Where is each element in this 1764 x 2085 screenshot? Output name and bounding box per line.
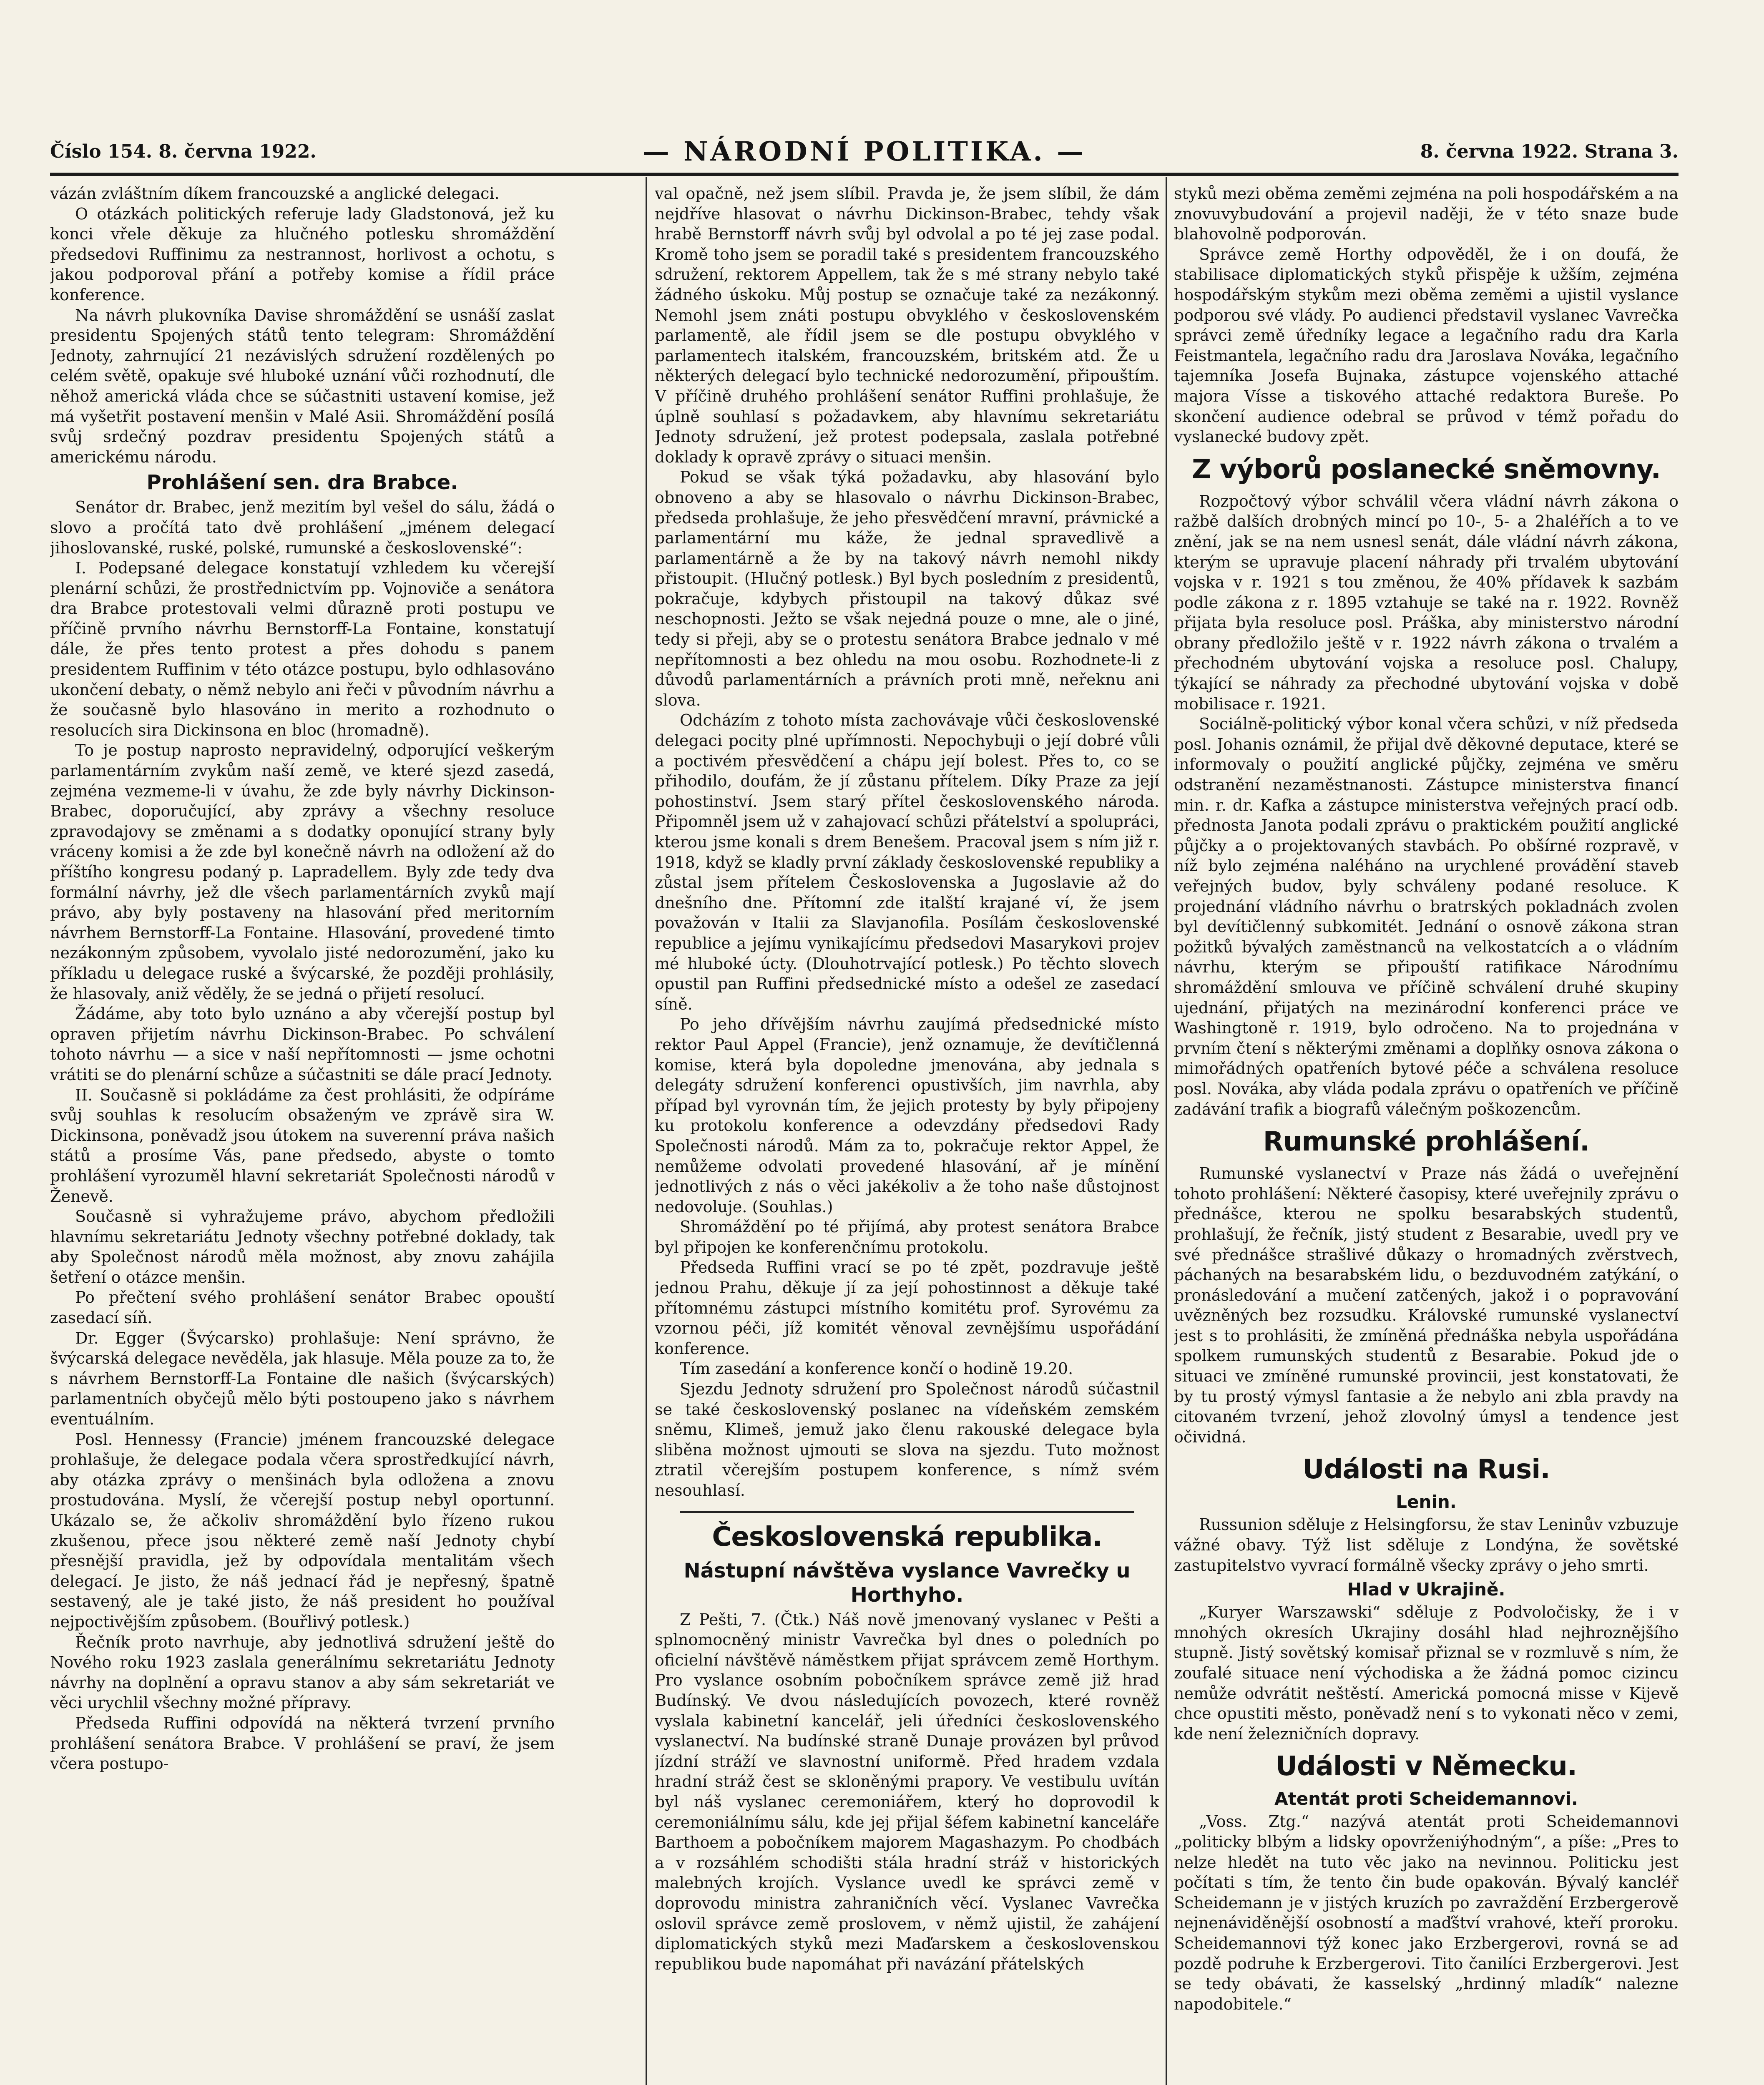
section-heading: Z výborů poslanecké sněmovny. [1192,454,1661,485]
paragraph: Řečník proto navrhuje, aby jednotlivá sdružení ještě do Nového roku 1923 zaslala generálnímu sekretariátu Jednoty návrhy na doplnění a opravu stanov a aby sám sekretariát ve věci urychlil všechny možné přípravy. [50,1633,555,1712]
paragraph: To je postup naprosto nepravidelný, odporující veškerým parlamentárním zvykům naší země, ve které sjezd zasedá, zejména vezmeme-li v úvahu, že zde byly návrhy Dickinson-Brabec, doporučující, aby zprávy a všechny resoluce zpravodajovy se změnami a s dodatky oponující strany byly vráceny komisi a že zde byl konečně návrh na odložení až do příštího kongresu podaný p. Lapradellem. Byly zde tedy dva formální návrhy, jež dle všech parlamentárních zvyků mají právo, aby byly postaveny na hlasování před meritorním návrhem Bernstorff-La Fontaine. Hlasování, provedené timto nezákonným způsobem, vyvolalo jisté nedorozumění, jako ku příkladu u delegace ruské a švýcarské, že později prohlásily, že hlasovaly, aniž věděly, že se jedná o přijetí resolucí. [50,741,555,1003]
paragraph: Pokud se však týká požadavku, aby hlasování bylo obnoveno a aby se hlasovalo o návrhu Dickinson-Brabec, předseda prohlašuje, že jeho přesvědčení mravní, právnické a parlamentární mu káže, že jednal spravedlivě a parlamentárně a že by na takový návrh nemohl nikdy přistoupit. (Hlučný potlesk.) Byl bych posledním z presidentů, pokračuje, kdybych přistoupil na takový důkaz své neschopnosti. Ježto se však nejedná pouze o mne, ale o jiné, tedy si přeji, aby se o protestu senátora Brabce jednalo v mé nepřítomnosti a bez ohledu na mou osobu. Rozhodnete-li z důvodů parlamentárních a právních proti mně, neřeknu ani slova. [655,468,1159,709]
subheading: Lenin. [1396,1492,1457,1512]
paragraph: Sociálně-politický výbor konal včera schůzi, v níž předseda posl. Johanis oznámil, že přijal dvě děkovné deputace, které se informovaly o použití anglické půjčky, zejména ve směru odstranění nezaměstnanosti. Zástupce ministerstva financí min. r. dr. Kafka a zástupce ministerstva veřejných prací odb. přednosta Janota podali zprávu o praktickém použití anglické půjčky a o projektovaných stavbách. Po obšírné rozpravě, v níž bylo zejména naléháno na urychlené provádění staveb veřejných budov, byly schváleny podané resoluce. K projednání vládního návrhu o bratrských pokladnách zvolen byl devítičlenný subkomitét. Jednání o osnově zákona stran požitků bývalých zaměstnanců na velkostatcích a o vládním návrhu, kterým se připouští ratifikace Národnímu shromáždění smlouva ve příčině schválení druhé skupiny ujednání, přijatých na mezinárodní konferenci práce ve Washingtoně r. 1919, bylo odročeno. Na to projednána v prvním čtení s některými změnami a doplňky osnova zákona o mimořádných opatřeních bytové péče a schválena resoluce posl. Nováka, aby vláda podala zprávu o opatřeních ve příčině zadávání trafik a biografů válečným poškozencům. [1174,715,1679,1118]
paragraph: Sjezdu Jednoty sdružení pro Společnost národů súčastnil se také československý poslanec na vídeňském zemském sněmu, Klimeš, jemuž jako členu rakouské delegace byla sliběna možnost ujmouti se slova na sjezdu. Tuto možnost ztratil včerejším postupem konference, s nímž svém nesouhlasí. [655,1380,1159,1500]
column-3 [1174,183,1679,2085]
paragraph: Po přečtení svého prohlášení senátor Brabec opouští zasedací síň. [50,1288,555,1327]
column-divider-2 [1166,177,1167,2085]
paragraph: val opačně, než jsem slíbil. Pravda je, že jsem slíbil, že dám nejdříve hlasovat o návrhu Dickinson-Brabec, tehdy však hrabě Bernstorff návrh svůj byl odvolal a po té jej zase podal. Kromě toho jsem se poradil také s presidentem francouzského sdružení, rektorem Appellem, tak že s mé strany nebylo také žádného úskoku. Můj postup se označuje také za nezákonný. Nemohl jsem znáti postupu obvyklého v československém parlamentě, ale řídil jsem se dle postupu obvyklého v parlamentech italském, francouzském, britském atd. Že u některých delegací bylo technické nedorozumění, připouštím. V příčině druhého prohlášení senátor Ruffini prohlašuje, že úplně souhlasí s požadavkem, aby hlavnímu sekretariátu Jednoty sdružení, jež protest podepsala, zaslala potřebné doklady k opravě zprávy o situaci menšin. [655,184,1159,466]
issue-number: Číslo 154. 8. června 1922. [50,141,317,162]
newspaper-title: — NÁRODNÍ POLITIKA. — [642,136,1086,167]
section-heading: Československá republika. [712,1521,1102,1552]
paragraph: vázán zvláštním díkem francouzské a anglické delegaci. [50,184,500,203]
paragraph: II. Současně si pokládáme za čest prohlásiti, že odpíráme svůj souhlas k resolucím obsaženým ve zprávě sira W. Dickinsona, poněvadž jsou útokem na suverenní práva našich států a prosíme Vás, pane předsedo, abyste o tomto prohlášení vyrozuměl hlavní sekretariát Společnosti národů v Ženevě. [50,1085,555,1206]
column-divider-1 [646,177,647,2085]
paragraph: Odcházím z tohoto místa zachovávaje vůči československé delegaci pocity plné upřímnosti. Nepochybuji o její dobré vůli a poctivém přesvědčení a chápu její bolest. Přes to, co se přihodilo, doufám, že jí zůstanu přítelem. Díky Praze za její pohostinství. Jsem starý přítel československého národa. Připomněl jsem už v zahajovací schůzi přátelství a spolupráci, kterou jsme konali s drem Benešem. Pracoval jsem s ním již r. 1918, když se kladly první základy československé republiky a zůstal jsem přítelem Československa a Jugoslavie až do dnešního dne. Přítomní zde italští krajané ví, že jsem považován v Italii za Slavjanofila. Posílám československé republice a jejímu vynikajícímu předsedovi Masarykovi projev mé hluboké úcty. (Dlouhotrvající potlesk.) Po těchto slovech opustil pan Ruffini předsednické místo a odešel ze zasedací síně. [655,711,1159,1013]
paragraph: Předseda Ruffini vrací se po té zpět, pozdravuje ještě jednou Prahu, děkuje jí za její pohostinnost a děkuje také přítomnému zástupci místního komitétu prof. Syrovému za vzornou péči, jíž komitét věnoval zevnějšímu uspořádání konference. [655,1258,1159,1358]
section-heading: Události v Německu. [1275,1751,1577,1782]
paragraph: Správce země Horthy odpověděl, že i on doufá, že stabilisace diplomatických styků přispěje k užším, zejména hospodářským stykům mezi oběma zeměmi a ujistil vyslance podporou své vlády. Po audienci představil vyslanec Vavrečka správci země úředníky legace a legačního radu dra Karla Feistmantela, legačního radu dra Jaroslava Nováka, legačního tajemníka Josefa Bujnaka, zástupce vojenského attaché majora Vísse a tiskového attaché redaktora Bureše. Po skončení audience odebral se průvod v témž pořadu do vyslanecké budovy zpět. [1174,245,1679,446]
paragraph: Na návrh plukovníka Davise shromáždění se usnáší zaslat presidentu Spojených států tento telegram: Shromáždění Jednoty, zahrnující 21 nezávislých sdružení rozdělených po celém světě, opakuje své hluboké uznání vůči rozhodnutí, dle něhož americká vláda chce se súčastniti ustavení komise, jež má vyšetřit postavení menšin v Malé Asii. Shromáždění posílá svůj srdečný pozdrav presidentu Spojených států a americkému národu. [50,306,555,466]
paragraph: „Kuryer Warszawski“ sděluje z Podvoločisky, že i v mnohých okresích Ukrajiny dosáhl hlad nejhroznějšího stupně. Jistý sovětský komisař přiznal se v rozmluvě s ním, že zoufalé situace není východiska a že žádná pomoc cizincu nemůže odvrátit neštěstí. Americká pomocná misse v Kijevě chce opustiti město, poněvadž není s to vykonati něco v zemi, kde není železničních dopravy. [1174,1603,1679,1743]
section-heading: Prohlášení sen. dra Brabce. [146,471,458,495]
paragraph: Tím zasedání a konference končí o hodině 19.20. [680,1359,1073,1378]
paragraph: I. Podepsané delegace konstatují vzhledem ku včerejší plenární schůzi, že prostřednictvím pp. Vojnoviče a senátora dra Brabce protestovali velmi důrazně proti postupu ve příčině prvního návrhu Bernstorff-La Fontaine, konstatují dále, že přes tento protest a přes dohodu s panem presidentem Ruffinim v této otázce postupu, bylo odhlasováno ukončení debaty, o němž nebylo ani řeči v původním návrhu a že současně bylo hlasováno in merito a rozhodnuto o resolucích sira Dickinsona en bloc (hromadně). [50,559,555,739]
paragraph: styků mezi oběma zeměmi zejména na poli hospodářském a na znovuvybudování a projevil naději, že v této snaze bude blahovolně podporován. [1174,184,1679,244]
paragraph: Dr. Egger (Švýcarsko) prohlašuje: Není správno, že švýcarská delegace nevěděla, jak hlasuje. Měla pouze za to, že s návrhem Bernstorff-La Fontaine dle našich (švýcarských) parlamentních obyčejů mělo býti postoupeno jako s návrhem eventuálním. [50,1329,555,1429]
subheading: Atentát proti Scheidemannovi. [1274,1789,1578,1809]
paragraph: Posl. Hennessy (Francie) jménem francouzské delegace prohlašuje, že delegace podala včera sprostředkující návrh, aby otázka zprávy o menšinách byla odložena a znovu prostudována. Myslí, že včerejší postup nebyl oportunní. Ukázalo se, že ačkoliv shromáždění bylo řízeno rukou zkušenou, přece jsou některé země naší Jednoty chybí přesnější pravidla, jež by odpovídala mentalitám všech delegací. Je jisto, že náš jednací řád je nepřesný, špatně sestavený, ale je také jisto, že náš president ho používal nejpoctivějším způsobem. (Bouřlivý potlesk.) [50,1430,555,1631]
paragraph: Russunion sděluje z Helsingforsu, že stav Leninův vzbuzuje vážné obavy. Týž list sděluje z Londýna, že sovětské zastupitelstvo vyvrací formálně všecky zprávy o jeho smrti. [1174,1515,1679,1575]
paragraph: „Voss. Ztg.“ nazývá atentát proti Scheidemannovi „politicky blbým a lidsky opovrženiýhodným“, a píše: „Pres to nelze hledět na tuto věc jako na nevinnou. Politicku jest počítati s tím, že tento čin bude opakován. Bývalý kancléř Scheidemann je v jistých kruzích po zavraždění Erzbergerově nejnenáviděnější osobností a maďštví vrahové, kteří proroku. Scheidemannovi týž konec jako Erzbergerovi, rovná se ad pozdě podruhe k Erzbergerovi. Tito čanilíci Erzbergerovi. Jest se tedy obávati, že kasselský „hrdinný mladík“ nalezne napodobitele.“ [1174,1812,1679,2013]
column-2 [655,183,1159,2085]
paragraph: Z Pešti, 7. (Čtk.) Náš nově jmenovaný vyslanec v Pešti a splnomocněný ministr Vavrečka byl dnes o poledních po oficielní návštěvě náměstkem přijat správcem země Horthym. Pro vyslance osobním pobočníkem správce země již hrad Budínský. Ve dvou následujících povozech, které rovněž vyslala kabinetní kancelář, jeli úředníci československého vyslanectví. Na budínské straně Dunaje provázen byl průvod jízdní stráží ve slavnostní uniformě. Před hradem vzdala hradní stráž čest se skloněnými prapory. Ve vestibulu uvítán byl náš vyslanec ceremoniářem, který ho doprovodil k ceremoniálnímu sálu, kde jej přijal šéfem kabinetní kanceláře Barthoem a pobočníkem majorem Magashazym. Po chodbách a v rozsáhlém schodišti stála hradní stráž v historických malebných krojích. Vyslance uvedl ke správci země v doprovodu ministra zahraničních věcí. Vyslanec Vavrečka oslovil správce země proslovem, v němž ujistil, že zahájení diplomatických styků mezi Maďarskem a československou republikou bude napomáhat při navázání přátelských [655,1610,1159,1973]
article-divider [680,1511,1134,1513]
article-heading: Nástupní návštěva vyslance Vavrečky u Horthyho. [683,1559,1131,1607]
paragraph: Shromáždění po té přijímá, aby protest senátora Brabce byl připojen ke konferenčnímu protokolu. [655,1218,1159,1256]
masthead-rule [50,173,1679,176]
section-heading: Události na Rusi. [1302,1454,1550,1485]
paragraph: Senátor dr. Brabec, jenž mezitím byl vešel do sálu, žádá o slovo a pročítá tato dvě prohlášení „jménem delegací jihoslovanské, ruské, polské, rumunské a československé“: [50,498,555,557]
section-heading: Rumunské prohlášení. [1263,1126,1590,1158]
paragraph: Rumunské vyslanectví v Praze nás žádá o uveřejnění tohoto prohlášení: Některé časopisy, které uveřejnily zprávu o přednášce, kterou ne spolku besarabských studentů, prohlašují, že řečník, jistý student z Besarabie, uvedl pry ve své přednášce strašlivé důkazy o hromadných zvěrstvech, páchaných na besarabském lidu, o bezduvodném zatýkání, o pronásledování a mučení zatčených, jakož i o popravování uvězněných bez rozsudku. Královské rumunské vyslanectví jest s to prohlásiti, že zmíněná přednáška nebyla uspořádána spolkem rumunských studentů z Besarabie. Pokud jde o situaci ve zmíněné rumunské provincii, jest konstatovati, že by tu prostý výmysl fantasie a že nebylo ani zbla pravdy na citovaném tvrzení, jehož zlovolný úmysl a tendence jest očividná. [1174,1164,1679,1446]
paragraph: Žádáme, aby toto bylo uznáno a aby včerejší postup byl opraven přijetím návrhu Dickinson-Brabec. Po schválení tohoto návrhu — a sice v naší nepřítomnosti — jsme ochotni vrátiti se do plenární schůze a súčastniti se dále prací Jednoty. [50,1005,555,1084]
subheading: Hlad v Ukrajině. [1347,1579,1505,1600]
paragraph: Rozpočtový výbor schválil včera vládní návrh zákona o ražbě dalších drobných mincí po 10-, 5- a 2haléřích a to ve znění, jak se na nem usnesl senát, dále vládní návrh zákona, kterým se upravuje placení náhrady při trvalém ubytování vojska v r. 1921 s tou změnou, že 40% přídavek k sazbám podle zákona z r. 1895 vztahuje se také na r. 1922. Rovněž přijata byla resoluce posl. Práška, aby ministerstvo národní obrany předložilo ještě v r. 1922 návrh zákona o trvalém a přechodném ubytování vojska a resoluce posl. Chalupy, týkající se náhrady za přechodné ubytování vojska v době mobilisace r. 1921. [1174,492,1679,713]
masthead [50,133,1679,170]
paragraph: O otázkách politických referuje lady Gladstonová, jež ku konci vřele děkuje za hlučného potlesku shromáždění předsedovi Ruffinimu za nestrannost, horlivost a ochotu, s jakou podporoval přání a potřeby komise a řídil práce konference. [50,204,555,304]
page-number: 8. června 1922. Strana 3. [1420,141,1679,162]
paragraph: Předseda Ruffini odpovídá na některá tvrzení prvního prohlášení senátora Brabce. V prohlášení se praví, že jsem včera postupo- [50,1713,555,1773]
paragraph: Současně si vyhražujeme právo, abychom předložili hlavnímu sekretariátu Jednoty všechny potřebné doklady, tak aby Společnost národů měla možnost, aby znovu zahájila šetření o otázce menšin. [50,1207,555,1286]
column-1 [50,183,555,2085]
paragraph: Po jeho dřívějším návrhu zaujímá předsednické místo rektor Paul Appel (Francie), jenž oznamuje, že devítičlenná komise, která byla dopoledne jmenována, aby jednala s delegáty sdružení konferenci opustivších, jim navrhla, aby případ byl vyrovnán tím, že jejich protesty by byly připojeny ku protokolu konference a odevzdány předsedovi Rady Společnosti národů. Mám za to, pokračuje rektor Appel, že nemůžeme odvolati provedené hlasování, ař je mínění jednotlivých z nás o věci jakékoliv a že toho naše důstojnost nedovoluje. (Souhlas.) [655,1015,1159,1216]
